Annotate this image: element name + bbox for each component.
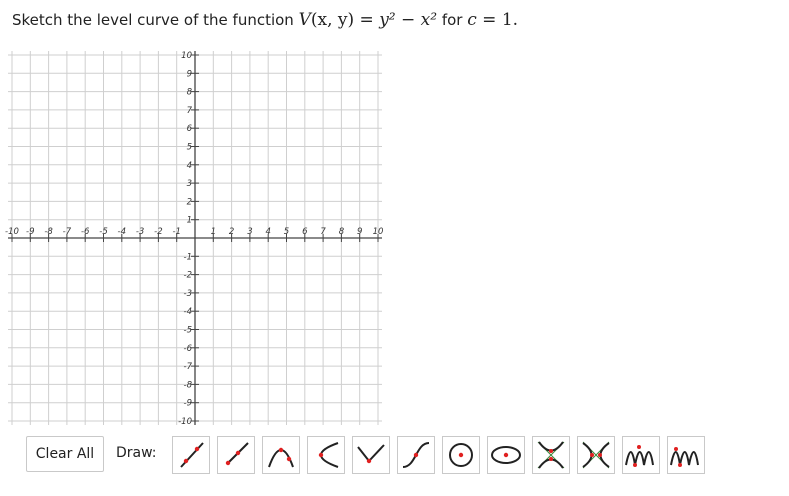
x-tick-label: -9 bbox=[26, 227, 35, 237]
function-name: V bbox=[298, 10, 311, 30]
tool-hyperbola-horizontal[interactable] bbox=[577, 436, 615, 474]
for-text: for bbox=[437, 11, 468, 29]
y-tick-label: 3 bbox=[186, 179, 192, 190]
y-tick-label: -4 bbox=[183, 307, 192, 318]
c-value: = 1. bbox=[476, 10, 519, 30]
x-tick-label: -1 bbox=[172, 227, 181, 237]
x-tick-label: 8 bbox=[338, 227, 345, 237]
graphing-canvas[interactable] bbox=[4, 47, 388, 431]
tool-sine[interactable] bbox=[622, 436, 660, 474]
ellipse-tool-icon bbox=[488, 437, 524, 473]
y-tick-label: 8 bbox=[186, 87, 192, 98]
axes bbox=[8, 51, 382, 425]
tool-circle[interactable] bbox=[442, 436, 480, 474]
absolute-value-tool-icon bbox=[353, 437, 389, 473]
function-args: (x, y) bbox=[310, 10, 355, 30]
draw-label: Draw: bbox=[116, 445, 157, 461]
y-tick-label: -6 bbox=[183, 343, 192, 354]
tool-ray[interactable] bbox=[217, 436, 255, 474]
y-tick-label: 9 bbox=[186, 69, 192, 80]
x-tick-label: 7 bbox=[320, 227, 326, 237]
tool-ellipse[interactable] bbox=[487, 436, 525, 474]
x-tick-label: -5 bbox=[99, 227, 108, 237]
x-tick-label: 1 bbox=[210, 227, 217, 237]
hyperbola-horizontal-tool-icon bbox=[578, 437, 614, 473]
hyperbola-vertical-tool-icon bbox=[533, 437, 569, 473]
x-tick-label: -6 bbox=[80, 227, 90, 237]
y-tick-label: -8 bbox=[183, 380, 192, 391]
tool-line[interactable] bbox=[172, 436, 210, 474]
cosine-tool-icon bbox=[668, 437, 704, 473]
y-tick-label: 7 bbox=[186, 105, 192, 116]
sine-tool-icon bbox=[623, 437, 659, 473]
x-tick-label: 2 bbox=[228, 227, 235, 237]
y-tick-label: -5 bbox=[183, 325, 192, 336]
x-tick-label: -8 bbox=[44, 227, 53, 237]
tool-parabola-up[interactable] bbox=[262, 436, 300, 474]
x-tick-label: 4 bbox=[265, 227, 271, 237]
x-tick-label: 3 bbox=[247, 227, 253, 237]
y-tick-label: 4 bbox=[186, 160, 192, 171]
equals-sign: = bbox=[354, 10, 380, 30]
y-tick-label: 5 bbox=[186, 142, 192, 153]
parabola-side-tool-icon bbox=[308, 437, 344, 473]
tool-parabola-side[interactable] bbox=[307, 436, 345, 474]
y-tick-label: 1 bbox=[186, 215, 192, 226]
x-tick-label: -4 bbox=[117, 227, 127, 237]
x-tick-label: -10 bbox=[5, 227, 19, 237]
x-tick-label: 6 bbox=[302, 227, 308, 237]
function-expression: y² − x² bbox=[379, 10, 438, 30]
line-tool-icon bbox=[173, 437, 209, 473]
x-tick-label: -7 bbox=[62, 227, 72, 237]
x-tick-label: 10 bbox=[372, 227, 384, 237]
y-tick-label: -10 bbox=[178, 417, 192, 427]
x-tick-labels bbox=[5, 227, 383, 237]
y-tick-label: -3 bbox=[183, 288, 192, 299]
c-variable: c bbox=[467, 10, 477, 30]
parabola-up-tool-icon bbox=[263, 437, 299, 473]
y-tick-label: -7 bbox=[183, 362, 192, 373]
y-tick-label: -9 bbox=[183, 398, 192, 409]
x-tick-label: -3 bbox=[135, 227, 145, 237]
y-tick-label: 6 bbox=[186, 124, 192, 135]
y-tick-label: 10 bbox=[181, 51, 192, 61]
question-prefix: Sketch the level curve of the function bbox=[12, 11, 299, 29]
y-tick-label: -1 bbox=[183, 252, 192, 263]
circle-tool-icon bbox=[443, 437, 479, 473]
x-tick-label: 9 bbox=[356, 227, 363, 237]
question-text bbox=[12, 10, 518, 30]
ray-tool-icon bbox=[218, 437, 254, 473]
y-tick-label: 2 bbox=[186, 197, 192, 208]
y-tick-label: -2 bbox=[183, 270, 192, 281]
y-tick-labels bbox=[178, 51, 192, 427]
x-tick-label: -2 bbox=[154, 227, 163, 237]
tool-cosine[interactable] bbox=[667, 436, 705, 474]
x-tick-label: 5 bbox=[283, 227, 290, 237]
cubic-tool-icon bbox=[398, 437, 434, 473]
tool-hyperbola-vertical[interactable] bbox=[532, 436, 570, 474]
tool-absolute-value[interactable] bbox=[352, 436, 390, 474]
tool-cubic[interactable] bbox=[397, 436, 435, 474]
clear-all-button[interactable]: Clear All bbox=[26, 436, 104, 472]
